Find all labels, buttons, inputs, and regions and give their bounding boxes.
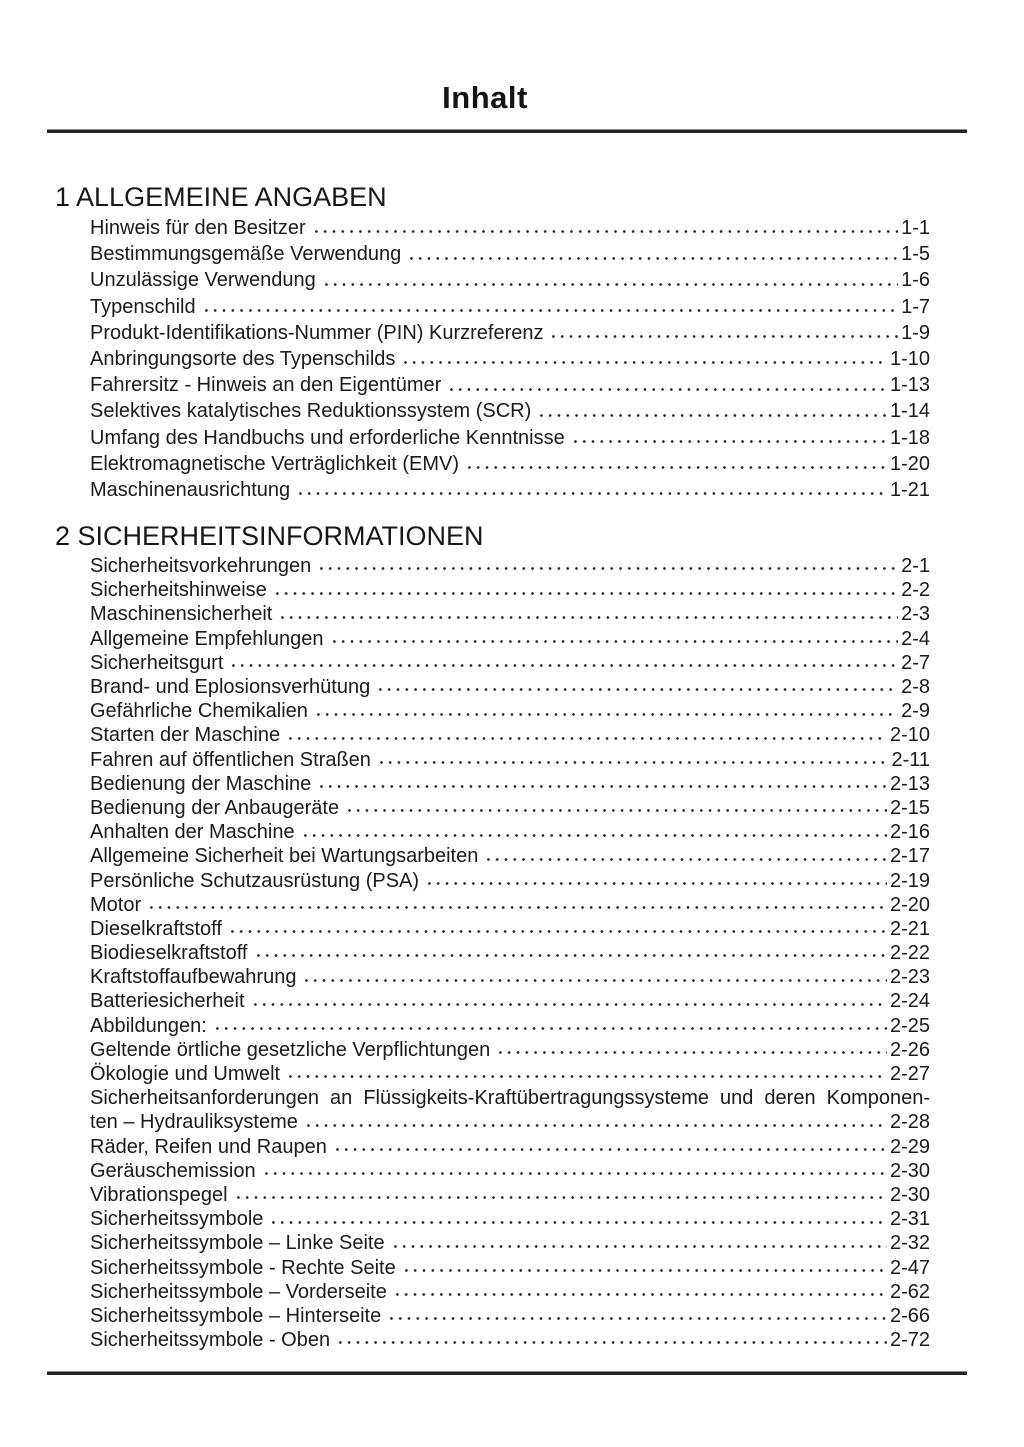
dot-leader bbox=[254, 941, 887, 965]
dot-leader bbox=[345, 796, 887, 820]
dot-leader bbox=[336, 1328, 887, 1352]
toc-entry-row bbox=[90, 1231, 930, 1255]
toc-entry-row bbox=[90, 267, 930, 293]
dot-leader bbox=[312, 215, 898, 241]
toc-entry-page-number: 2-8 bbox=[901, 676, 930, 698]
toc-entry-label: Anbringungsorte des Typenschilds bbox=[90, 347, 396, 370]
toc-entry-row bbox=[90, 241, 930, 267]
dot-leader bbox=[314, 699, 898, 723]
toc-entry-row bbox=[90, 1038, 930, 1062]
toc-entry-row bbox=[90, 1135, 930, 1159]
toc-entry-row bbox=[90, 772, 930, 796]
toc-entry-label: Sicherheitshinweise bbox=[90, 579, 267, 602]
dot-leader bbox=[251, 989, 887, 1013]
toc-entry-row bbox=[90, 965, 930, 989]
section-heading: 1 ALLGEMEINE ANGABEN bbox=[55, 182, 387, 212]
toc-entry-page-number: 2-30 bbox=[889, 1183, 930, 1206]
toc-entry-page-number: 2-19 bbox=[889, 869, 930, 892]
toc-entry-row bbox=[90, 699, 930, 723]
toc-entry-page-number: 1-21 bbox=[889, 478, 930, 501]
toc-entry-label: Abbildungen: bbox=[90, 1014, 207, 1037]
bottom-rule bbox=[47, 1371, 967, 1375]
toc-entry-page-number: 2-25 bbox=[889, 1014, 930, 1037]
dot-leader bbox=[549, 320, 898, 346]
toc-entry-label: Sicherheitsgurt bbox=[90, 651, 224, 674]
dot-leader bbox=[496, 1038, 887, 1062]
toc-entry-row bbox=[90, 796, 930, 820]
toc-entry-page-number: 2-22 bbox=[889, 942, 930, 965]
toc-entry-row bbox=[90, 627, 930, 651]
toc-entry-label: Persönliche Schutzausrüstung (PSA) bbox=[90, 869, 420, 892]
toc-entry-row bbox=[90, 398, 930, 424]
toc-entry-label: Produkt-Identifikations-Nummer (PIN) Kurzreferenz bbox=[90, 321, 544, 344]
toc-entry-row bbox=[90, 1304, 930, 1328]
toc-entry-page-number: 1-9 bbox=[901, 321, 930, 344]
toc-entry-label: Brand- und Eplosionsverhütung bbox=[90, 676, 371, 698]
toc-entry-row bbox=[90, 1159, 930, 1183]
toc-entry-row bbox=[90, 578, 930, 602]
dot-leader bbox=[304, 1110, 887, 1134]
dot-leader bbox=[377, 748, 889, 772]
toc-entry-page-number: 1-20 bbox=[889, 452, 930, 475]
toc-entry-row bbox=[90, 477, 930, 503]
toc-entry-row bbox=[90, 941, 930, 965]
section-entries bbox=[90, 215, 930, 503]
toc-entry-page-number: 2-16 bbox=[889, 821, 930, 844]
section-heading: 2 SICHERHEITSINFORMATIONEN bbox=[55, 521, 484, 552]
dot-leader bbox=[402, 1256, 887, 1280]
toc-entry-row bbox=[90, 372, 930, 398]
toc-entry-label: Ökologie und Umwelt bbox=[90, 1063, 281, 1085]
toc-entry-page-number: 2-30 bbox=[889, 1159, 930, 1182]
toc-entry-page-number: 2-1 bbox=[901, 555, 930, 578]
toc-section bbox=[47, 183, 967, 503]
dot-leader bbox=[407, 241, 898, 267]
dot-leader bbox=[425, 869, 887, 893]
toc-entry-row bbox=[90, 1110, 930, 1134]
dot-leader bbox=[234, 1183, 887, 1207]
toc-entry-row bbox=[90, 1062, 930, 1086]
dot-leader bbox=[213, 1014, 887, 1038]
dot-leader bbox=[317, 772, 887, 796]
toc-entry-page-number: 2-31 bbox=[889, 1208, 930, 1231]
dot-leader bbox=[333, 1135, 887, 1159]
dot-leader bbox=[302, 965, 887, 989]
section-entries bbox=[90, 554, 930, 1352]
toc-entry-label: Elektromagnetische Verträglichkeit (EMV) bbox=[90, 452, 460, 475]
toc-entry-row bbox=[90, 893, 930, 917]
dot-leader bbox=[387, 1304, 887, 1328]
toc-entry-page-number: 2-72 bbox=[889, 1329, 930, 1352]
toc-entry-page-number: 2-9 bbox=[901, 700, 930, 723]
toc-entry-page-number: 2-3 bbox=[901, 603, 930, 626]
dot-leader bbox=[269, 1207, 887, 1231]
toc-entry-row bbox=[90, 1256, 930, 1280]
toc-entry-row bbox=[90, 1014, 930, 1038]
toc-entry-label: Maschinensicherheit bbox=[90, 603, 273, 626]
toc-entry-page-number: 2-62 bbox=[889, 1280, 930, 1303]
toc-entry-page-number: 1-10 bbox=[889, 347, 930, 370]
toc-entry-label: Räder, Reifen und Raupen bbox=[90, 1135, 327, 1158]
toc-entry-label: Selektives katalytisches Reduktionssystem (SCR) bbox=[90, 400, 532, 423]
dot-leader bbox=[202, 294, 898, 320]
toc-entry-label: Motor bbox=[90, 893, 142, 916]
dot-leader bbox=[376, 675, 898, 699]
toc-entry-label: ten – Hydrauliksysteme bbox=[90, 1111, 298, 1134]
dot-leader bbox=[447, 372, 887, 398]
toc-entry-label: Sicherheitssymbole – Vorderseite bbox=[90, 1280, 387, 1303]
toc-entry-label: Bestimmungsgemäße Verwendung bbox=[90, 243, 402, 266]
dot-leader bbox=[465, 451, 887, 477]
toc-entry-page-number: 2-2 bbox=[901, 579, 930, 602]
toc-entry-page-number: 2-32 bbox=[889, 1232, 930, 1255]
toc-entry-label: Fahrersitz - Hinweis an den Eigentümer bbox=[90, 374, 442, 397]
toc-entry-row bbox=[90, 1328, 930, 1352]
toc-entry-row bbox=[90, 989, 930, 1013]
toc-entry-page-number: 2-26 bbox=[889, 1038, 930, 1061]
dot-leader bbox=[228, 917, 887, 941]
toc-entry-label: Sicherheitssymbole bbox=[90, 1208, 264, 1231]
toc-entry-row bbox=[90, 748, 930, 772]
toc-entry-row bbox=[90, 1280, 930, 1304]
toc-entry-page-number: 2-11 bbox=[891, 748, 930, 771]
toc-entry-row bbox=[90, 346, 930, 372]
toc-entry-label: Sicherheitsvorkehrungen bbox=[90, 555, 312, 578]
dot-leader bbox=[391, 1231, 887, 1255]
dot-leader bbox=[330, 627, 899, 651]
toc-sections bbox=[47, 183, 967, 1352]
dot-leader bbox=[147, 893, 887, 917]
toc-entry-page-number: 2-20 bbox=[889, 893, 930, 916]
page-title: Inhalt bbox=[442, 80, 528, 115]
toc-entry-row bbox=[90, 1183, 930, 1207]
toc-entry-row bbox=[90, 425, 930, 451]
toc-entry-page-number: 1-14 bbox=[889, 400, 930, 423]
toc-entry-label: Bedienung der Anbaugeräte bbox=[90, 796, 340, 819]
toc-entry-page-number: 1-6 bbox=[901, 269, 930, 292]
toc-entry-page-number: 2-10 bbox=[889, 724, 930, 747]
toc-entry-page-number: 2-7 bbox=[901, 651, 930, 674]
toc-entry-wrapped-line1: Sicherheitsanforderungen an Flüssigkeits-Kraftübertragungssysteme und deren Komponen- bbox=[90, 1087, 930, 1110]
toc-entry-label: Bedienung der Maschine bbox=[90, 772, 312, 795]
dot-leader bbox=[537, 398, 887, 424]
toc-entry-row bbox=[90, 869, 930, 893]
toc-entry-page-number: 2-27 bbox=[889, 1063, 930, 1085]
toc-entry-page-number: 1-18 bbox=[889, 426, 930, 449]
toc-entry-label: Sicherheitssymbole – Linke Seite bbox=[90, 1232, 385, 1255]
toc-entry-row bbox=[90, 651, 930, 675]
toc-entry-row bbox=[90, 820, 930, 844]
toc-entry-label: Fahren auf öffentlichen Straßen bbox=[90, 748, 371, 771]
toc-entry-label: Dieselkraftstoff bbox=[90, 917, 222, 940]
toc-entry-page-number: 2-66 bbox=[889, 1304, 930, 1327]
toc-entry-label: Maschinenausrichtung bbox=[90, 478, 291, 501]
dot-leader bbox=[286, 1062, 887, 1086]
toc-entry-label: Allgemeine Empfehlungen bbox=[90, 627, 324, 650]
toc-section bbox=[47, 522, 967, 1352]
toc-entry-page-number: 2-23 bbox=[889, 966, 930, 989]
toc-entry-page-number: 2-21 bbox=[889, 917, 930, 940]
toc-entry-label: Typenschild bbox=[90, 295, 196, 318]
toc-entry-page-number: 2-29 bbox=[889, 1135, 930, 1158]
toc-entry-page-number: 1-1 bbox=[901, 217, 930, 239]
toc-entry-label: Gefährliche Chemikalien bbox=[90, 700, 308, 723]
toc-entry-page-number: 1-5 bbox=[901, 243, 930, 266]
toc-entry-row bbox=[90, 917, 930, 941]
toc-entry-page-number: 2-28 bbox=[889, 1111, 930, 1134]
toc-entry-label: Geräuschemission bbox=[90, 1159, 256, 1182]
toc-entry-label: Kraftstoffaufbewahrung bbox=[90, 966, 297, 989]
toc-entry-label: Unzulässige Verwendung bbox=[90, 269, 316, 292]
toc-entry-row bbox=[90, 294, 930, 320]
toc-entry-label: Umfang des Handbuchs und erforderliche Kenntnisse bbox=[90, 426, 565, 449]
toc-entry-label: Sicherheitssymbole - Rechte Seite bbox=[90, 1256, 396, 1279]
dot-leader bbox=[296, 477, 887, 503]
toc-entry-label: Sicherheitssymbole – Hinterseite bbox=[90, 1304, 382, 1327]
dot-leader bbox=[401, 346, 887, 372]
toc-entry-label: Anhalten der Maschine bbox=[90, 821, 295, 844]
toc-entry-row bbox=[90, 723, 930, 747]
toc-entry-label: Geltende örtliche gesetzliche Verpflichtungen bbox=[90, 1038, 491, 1061]
dot-leader bbox=[301, 820, 887, 844]
toc-entry-label: Allgemeine Sicherheit bei Wartungsarbeiten bbox=[90, 845, 479, 868]
toc-entry-page-number: 2-24 bbox=[889, 990, 930, 1013]
toc-entry-label: Biodieselkraftstoff bbox=[90, 942, 248, 965]
toc-entry-row bbox=[90, 1207, 930, 1231]
toc-entry-row bbox=[90, 320, 930, 346]
top-rule bbox=[47, 129, 967, 133]
toc-entry-label: Batteriesicherheit bbox=[90, 990, 245, 1013]
toc-entry-page-number: 1-13 bbox=[889, 374, 930, 397]
dot-leader bbox=[393, 1280, 887, 1304]
dot-leader bbox=[571, 425, 887, 451]
dot-leader bbox=[286, 723, 887, 747]
dot-leader bbox=[484, 844, 887, 868]
dot-leader bbox=[229, 651, 898, 675]
toc-entry-label: Hinweis für den Besitzer bbox=[90, 217, 306, 239]
toc-entry-row bbox=[90, 602, 930, 626]
toc-entry-row bbox=[90, 215, 930, 241]
toc-entry-label: Starten der Maschine bbox=[90, 724, 281, 747]
toc-entry-row bbox=[90, 675, 930, 699]
toc-entry-label: Sicherheitssymbole - Oben bbox=[90, 1329, 331, 1352]
toc-entry-page-number: 1-7 bbox=[901, 295, 930, 318]
dot-leader bbox=[317, 554, 898, 578]
toc-entry-row bbox=[90, 451, 930, 477]
toc-entry-page-number: 2-15 bbox=[889, 796, 930, 819]
toc-entry-page-number: 2-13 bbox=[889, 772, 930, 795]
toc-entry-row bbox=[90, 554, 930, 578]
dot-leader bbox=[322, 267, 898, 293]
toc-entry-page-number: 2-17 bbox=[889, 845, 930, 868]
dot-leader bbox=[273, 578, 898, 602]
dot-leader bbox=[278, 602, 898, 626]
toc-entry-page-number: 2-4 bbox=[901, 627, 930, 650]
dot-leader bbox=[262, 1159, 887, 1183]
toc-entry-page-number: 2-47 bbox=[889, 1256, 930, 1279]
toc-entry-row bbox=[90, 844, 930, 868]
toc-entry-label: Vibrationspegel bbox=[90, 1183, 228, 1206]
